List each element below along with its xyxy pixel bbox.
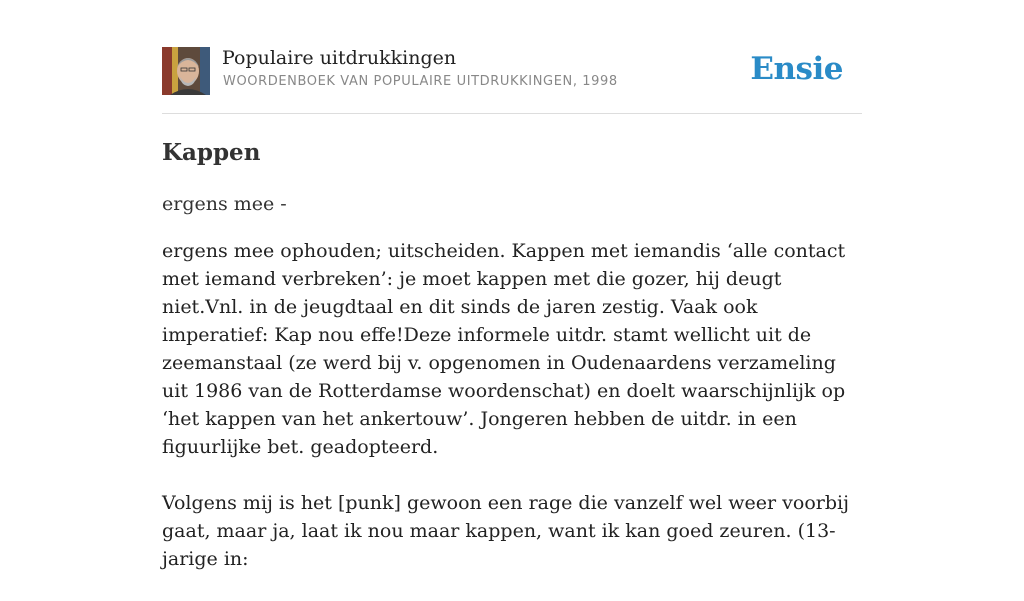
source-subtitle: WOORDENBOEK VAN POPULAIRE UITDRUKKINGEN, 1998 — [223, 74, 618, 89]
avatar-portrait-icon — [162, 47, 210, 95]
entry-card — [162, 0, 862, 570]
source-title[interactable]: Populaire uitdrukkingen — [222, 47, 457, 69]
brand-logo[interactable]: Ensie — [750, 51, 843, 87]
author-avatar[interactable] — [162, 47, 210, 95]
entry-title: Kappen — [162, 139, 261, 166]
entry-subtitle: ergens mee - — [162, 193, 287, 215]
entry-body — [162, 237, 862, 601]
entry-paragraph: Volgens mij is het [punk] gewoon een rage die vanzelf wel weer voorbij gaat, maar ja, laat ik nou maar kappen, want ik kan goed zeuren. (13-jarige in: — [162, 492, 849, 570]
entry-paragraph: ergens mee ophouden; uitscheiden. Kappen met iemandis ‘alle contact met iemand verbreken’: je moet kappen met die gozer, hij deugt niet.Vnl. in de jeugdtaal en dit sinds de jaren zestig. Vaak ook imperatief: Kap nou effe!Deze informele uitdr. stamt wellicht uit de zeemanstaal (ze werd bij v. opgenomen in Oudenaardens verzameling uit 1986 van de Rotterdamse woordenschat) en doelt waarschijnlijk op ‘het kappen van het ankertouw’. Jongeren hebben de uitdr. in een figuurlijke bet. geadopteerd. — [162, 240, 846, 458]
source-header — [162, 0, 862, 114]
